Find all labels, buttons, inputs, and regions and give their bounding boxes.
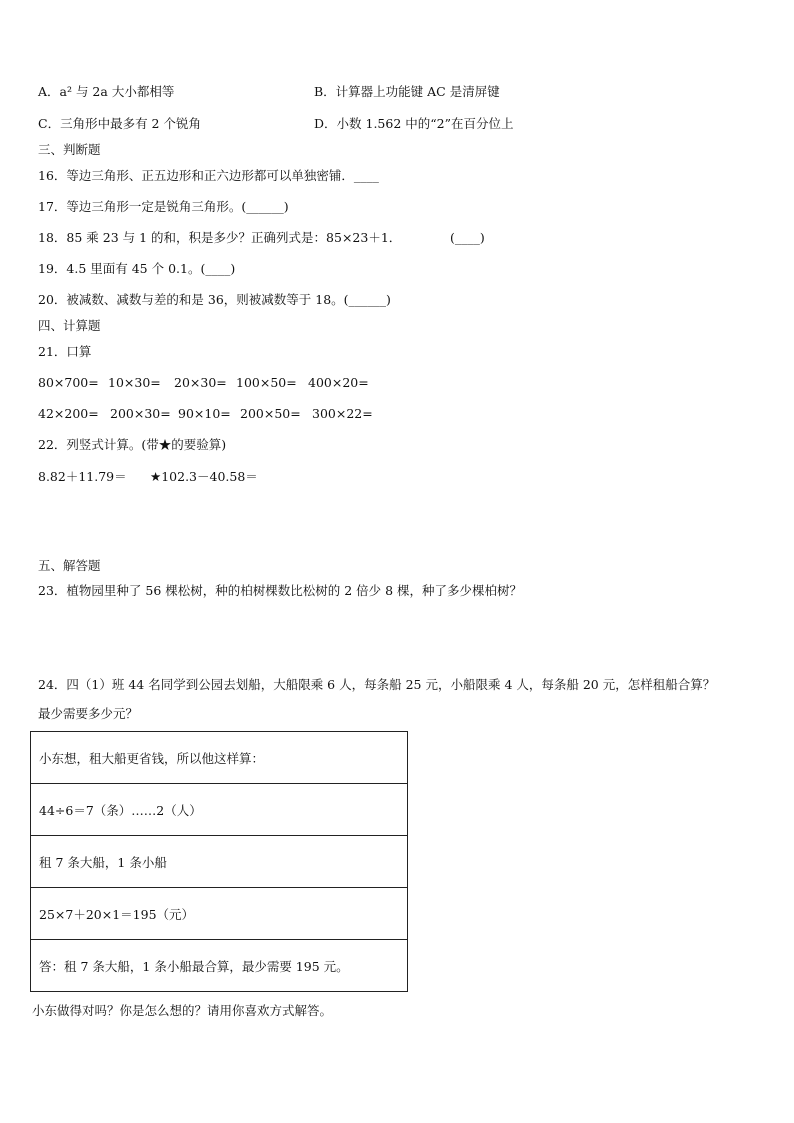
calc-item: 20×30= xyxy=(174,375,227,390)
question-24-followup: 小东做得对吗？你是怎么想的？请用你喜欢方式解答。 xyxy=(32,1003,333,1018)
question-24-line-2: 最少需要多少元？ xyxy=(38,706,139,721)
solution-table xyxy=(30,731,408,992)
table-row xyxy=(31,836,408,888)
calc-item: 80×700= xyxy=(38,375,99,390)
calc-item: 100×50= xyxy=(236,375,297,390)
calc-item: 10×30= xyxy=(108,375,161,390)
option-c: C．三角形中最多有 2 个锐角 xyxy=(38,116,201,131)
question-22-b: ★102.3－40.58＝ xyxy=(150,469,258,484)
question-17: 17．等边三角形一定是锐角三角形。(______) xyxy=(38,199,289,214)
calc-item: 400×20= xyxy=(308,375,369,390)
calc-item: 90×10= xyxy=(178,406,231,421)
question-22-a: 8.82＋11.79＝ xyxy=(38,469,127,484)
calc-item: 200×30= xyxy=(110,406,171,421)
table-row xyxy=(31,940,408,992)
question-18: 18．85 乘 23 与 1 的和，积是多少？正确列式是：85×23＋1． xyxy=(38,230,402,245)
question-18-blank: (____) xyxy=(450,230,485,245)
question-22: 22．列竖式计算。(带★的要验算) xyxy=(38,437,227,452)
table-cell: 答：租 7 条大船，1 条小船最合算，最少需要 195 元。 xyxy=(31,940,408,992)
question-23: 23．植物园里种了 56 棵松树，种的柏树棵数比松树的 2 倍少 8 棵，种了多少棵柏树？ xyxy=(38,583,523,598)
table-cell: 租 7 条大船，1 条小船 xyxy=(31,836,408,888)
section-title-word-problems: 五、解答题 xyxy=(38,558,101,573)
option-b: B．计算器上功能键 AC 是清屏键 xyxy=(314,84,500,99)
option-a: A．a² 与 2a 大小都相等 xyxy=(38,84,175,99)
calc-item: 200×50= xyxy=(240,406,301,421)
question-20: 20．被减数、减数与差的和是 36，则被减数等于 18。(______) xyxy=(38,292,391,307)
question-21: 21．口算 xyxy=(38,344,92,359)
section-title-calc: 四、计算题 xyxy=(38,318,101,333)
table-cell: 小东想，租大船更省钱，所以他这样算： xyxy=(31,732,408,784)
section-title-judgment: 三、判断题 xyxy=(38,142,101,157)
table-cell: 44÷6＝7（条）……2（人） xyxy=(31,784,408,836)
table-row xyxy=(31,784,408,836)
question-24-line-1: 24．四（1）班 44 名同学到公园去划船，大船限乘 6 人，每条船 25 元，小船限乘 4 人，每条船 20 元，怎样租船合算？ xyxy=(38,677,716,692)
table-row xyxy=(31,888,408,940)
calc-item: 300×22= xyxy=(312,406,373,421)
table-cell: 25×7＋20×1＝195（元） xyxy=(31,888,408,940)
option-d: D．小数 1.562 中的“2”在百分位上 xyxy=(314,116,514,131)
table-row xyxy=(31,732,408,784)
question-16: 16．等边三角形、正五边形和正六边形都可以单独密铺．____ xyxy=(38,168,379,183)
question-19: 19．4.5 里面有 45 个 0.1。(____) xyxy=(38,261,236,276)
calc-item: 42×200= xyxy=(38,406,99,421)
